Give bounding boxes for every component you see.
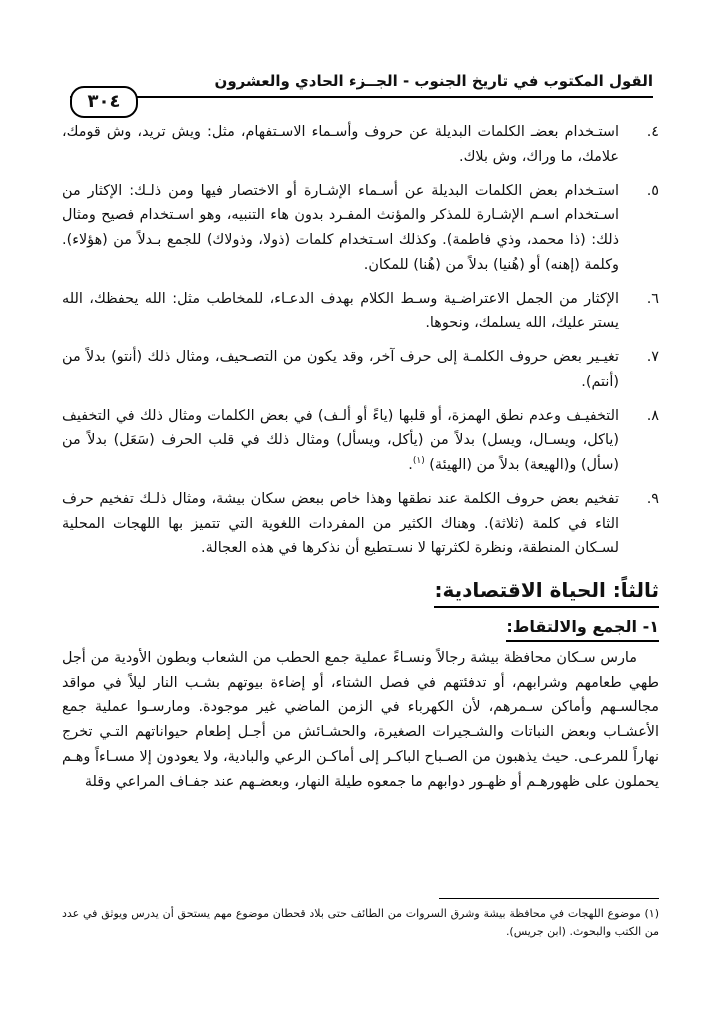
list-item-6 [62,287,659,337]
header-rule [70,96,653,98]
list-item-7 [62,345,659,395]
item-text: التخفيـف وعدم نطق الهمزة، أو قلبها (ياءً أو ألـف) في بعض الكلمات ومثال ذلك في التخفيف (ياكل، ويسـال، ويسل) بدلاً من (يأكل، ويسأل) ومثال ذلك في قلب الحرف (سَعَل) بدلاً من (سأل) و(الهيعة) بدلاً من (الهيئة) [62,407,619,474]
page-body [62,120,659,794]
list-item-9 [62,487,659,561]
item-number: ٩. [646,490,659,507]
sub-heading-wrap [62,608,659,646]
item-tail: . [408,457,413,474]
list-item-5 [62,179,659,278]
item-text: الإكثار من الجمل الاعتراضـية وسـط الكلام بهدف الدعـاء، للمخاطب مثل: الله يحفظك، الله يستر عليك، الله يسلمك، ونحوها. [62,290,619,332]
section-heading: ثالثاً: الحياة الاقتصادية: [434,574,659,608]
list-item-4 [62,120,659,170]
item-number: ٥. [646,182,659,199]
page-header [70,64,653,112]
body-paragraph: مارس سـكان محافظة بيشة رجالاً ونسـاءً عملية جمع الحطب من الشعاب وبطون الأودية من أجل طهي طعامهم وشرابهم، أو تدفئتهم في فصل الشتاء، أو إضاءة بيوتهم بشـب النار ليلاً في مواقد مجالسـهم وأماكن سـمرهم، لأن الكهرباء في الزمن الماضي غير موجودة. ومارسـوا عملية جمع الأعشـاب وبعض النباتات والشـجيرات الصغيرة، والحشـائش من أجـل إطعام حيواناتهم التـي تخرج نهاراً للمرعـى. حيث يذهبون من الصـباح الباكـر إلى أماكـن الرعي والبادية، ولا يعودون إلا مسـاءاً وهـم يحملون على ظهورهـم أو ظهـور دوابهم ما جمعوه طيلة النهار، وبعضـهم عند جفـاف المراعي وقلة [62,649,659,790]
footnote: (١) موضوع اللهجات في محافظة بيشة وشرق السروات من الطائف حتى بلاد قحطان موضوع مهم يستحق أن يدرس ويوثق في عدد من الكتب والبحوث. (ابن جريس). [62,907,659,938]
item-text: استـخدام بعض الكلمات البديلة عن أسـماء الإشـارة أو الاختصار فيها ومن ذلـك: الإكثار من اسـتخدام اسـم الإشـارة للمذكر والمؤنث المفـرد بدون هاء التنبيه، وهو اسـتخدام فصيح ومثال ذلك: (ذا محمد، وذي فاطمة). وكذلك اسـتخدام كلمات (ذولا، وذولاك) للجمع بـدلاً من (هؤلاء). وكلمة (إهنه) أو (هُنيا) بدلاً من (هُنا) للمكان. [62,182,619,273]
list-item-8 [62,404,659,478]
item-number: ٨. [646,407,659,424]
item-text: تغيـير بعض حروف الكلمـة إلى حرف آخر، وقد يكون من التصـحيف، ومثال ذلك (أنتو) بدلاً من (أنتم). [62,349,619,390]
numbered-list [62,120,659,561]
item-text: تفخيم بعض حروف الكلمة عند نطقها وهذا خاص ببعض سكان بيشة، ومثال ذلـك تفخيم حرف الثاء في كلمة (ثلاثة). وهناك الكثير من المفردات اللغوية التي تتميز بها اللهجات المحلية لسـكان المنطقة، ونظرة لكثرتها لا نسـتطيع أن نذكرها في هذه العجالة. [62,490,619,557]
section-heading-wrap [62,570,659,608]
item-number: ٧. [646,349,659,366]
item-number: ٤. [646,124,659,140]
item-text: استـخدام بعضـ الكلمات البديلة عن حروف وأسـماء الاسـتفهام، مثل: ويش تريد، وش قومك، علامك، ما وراك، وش بلاك. [62,124,619,165]
footnote-separator [439,898,659,899]
running-title: القول المكتوب في تاريخ الجنوب - الجــزء الحادي والعشرون [214,72,653,90]
item-number: ٦. [646,290,659,307]
sub-heading: ١- الجمع والالتقاط: [506,614,659,642]
footnote-reference[interactable]: (١) [412,456,425,467]
page-number-badge: ٣٠٤ [70,86,138,118]
